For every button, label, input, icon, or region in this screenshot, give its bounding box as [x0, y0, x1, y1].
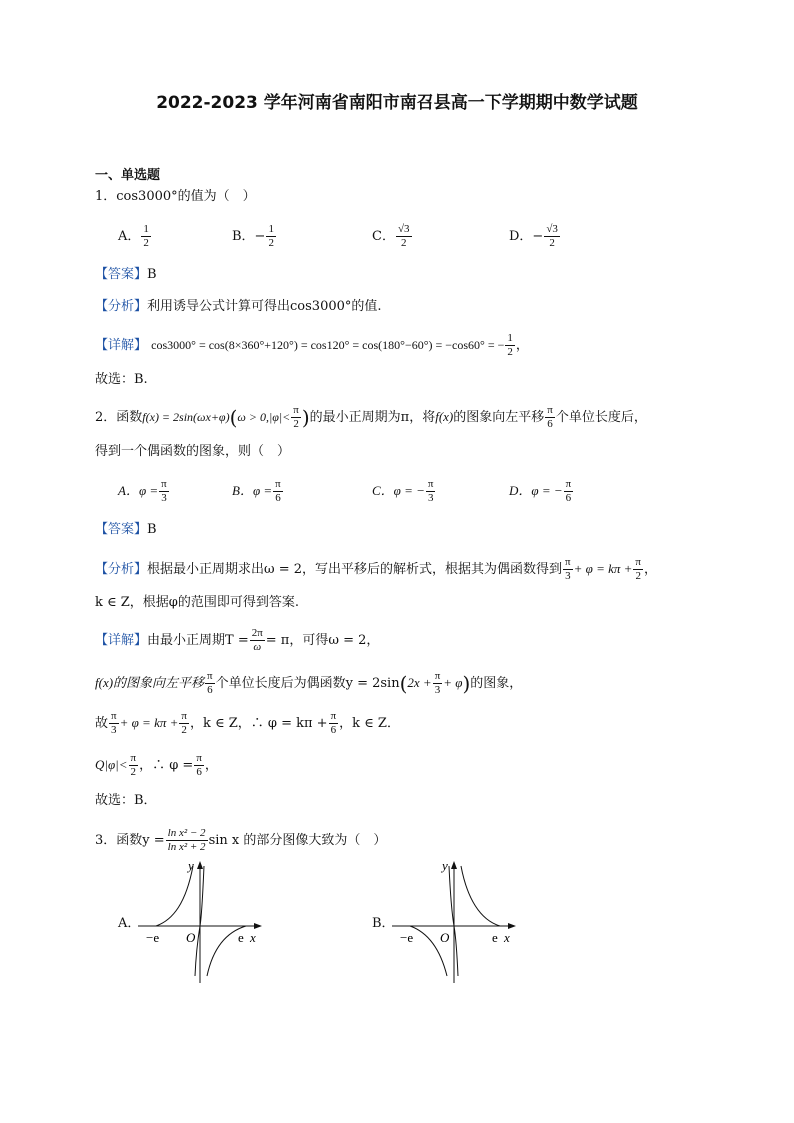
origin-label: O [440, 930, 450, 945]
y-label: y [188, 858, 194, 873]
q1-detail: 【详解】 cos3000° = cos(8×360°+120°) = cos120° = cos(180°−60°) = −cos60° = − $\frac{1}{2}$ ， [95, 332, 529, 358]
curve-right-upper [461, 866, 500, 926]
q2-answer: 【答案】B [95, 522, 157, 537]
q2-option-b: B．φ = $\frac{\pi}{6}$ [232, 478, 281, 504]
q2-detail-line2: f(x)的图象向左平移 $\frac{\pi}{6}$ 个单位长度后为偶函数y = 2sin(2x + $\frac{\pi}{3}$ + φ)的图象， [95, 670, 523, 696]
q2-option-d: D．φ = − $\frac{\pi}{6}$ [509, 478, 572, 504]
q3-option-b-label: B． [372, 916, 395, 931]
origin-label: O [186, 930, 196, 945]
q3-graph-a [138, 858, 268, 983]
q1-conclusion: 故选：B. [95, 372, 148, 387]
q3-graph-b [392, 858, 522, 983]
q3-stem: 3．函数y = $\frac{\text{ln x² − 2}}{\text{ln x² + 2}}$ sin x 的部分图像大致为（ ） [95, 827, 387, 853]
q1-answer: 【答案】B [95, 267, 157, 282]
q1-stem: 1．cos3000°的值为（ ） [95, 189, 256, 204]
y-axis-arrow [451, 861, 457, 869]
y-label: y [442, 858, 448, 873]
x-label: x [504, 930, 510, 945]
q1-option-b: B．− $\frac{1}{2}$ [232, 223, 274, 249]
y-axis-arrow [197, 861, 203, 869]
q2-option-a: A．φ = $\frac{\pi}{3}$ [118, 478, 167, 504]
q2-analysis-line1: 【分析】根据最小正周期求出ω = 2，写出平移后的解析式，根据其为偶函数得到 $\frac{\pi}{3}$ + φ = kπ + $\frac{\pi}{2}$ ， [95, 556, 657, 582]
q2-option-c: C．φ = − $\frac{\pi}{3}$ [372, 478, 434, 504]
q2-detail-line3: 故 $\frac{\pi}{3}$ + φ = kπ + $\frac{\pi}{2}$ ，k ∈ Z，∴ φ = kπ + $\frac{\pi}{6}$ ，k ∈ Z． [95, 710, 400, 736]
q1-option-a: A． $\frac{1}{2}$ [118, 223, 149, 249]
q2-analysis-line2: k ∈ Z，根据φ的范围即可得到答案. [95, 595, 300, 610]
q2-conclusion: 故选：B． [95, 793, 157, 808]
q3-option-a-label: A． [118, 916, 141, 931]
e-label: e [492, 930, 498, 945]
e-label: e [238, 930, 244, 945]
neg-e-label: −e [400, 930, 414, 945]
x-axis-arrow [254, 923, 262, 929]
q1-analysis: 【分析】利用诱导公式计算可得出cos3000°的值. [95, 299, 382, 314]
q2-stem-line2: 得到一个偶函数的图象，则（ ） [95, 444, 291, 459]
q2-detail-line1: 【详解】由最小正周期T = $\frac{2\pi}{\omega}$ = π，可得ω = 2， [95, 627, 380, 653]
curve-left-upper [156, 866, 193, 926]
q1-option-d: D．− $\frac{√3}{2}$ [509, 223, 558, 249]
section-heading: 一、单选题 [95, 168, 161, 183]
neg-e-label: −e [146, 930, 160, 945]
page-title: 2022-2023 学年河南省南阳市南召县高一下学期期中数学试题 [156, 93, 638, 113]
q1-option-c: C． $\frac{√3}{2}$ [372, 223, 410, 249]
x-axis-arrow [508, 923, 516, 929]
x-label: x [250, 930, 256, 945]
q2-stem-line1: 2．函数f(x) = 2sin(ωx+φ)(ω > 0,|φ|< $\frac{\pi}{2}$ )的最小正周期为π，将f(x)的图象向左平移 $\frac{\pi}{6}$ 个单位长度后， [95, 404, 647, 430]
q2-detail-line4: Q|φ|< $\frac{\pi}{2}$ ，∴ φ = $\frac{\pi}{6}$ ， [95, 752, 218, 778]
